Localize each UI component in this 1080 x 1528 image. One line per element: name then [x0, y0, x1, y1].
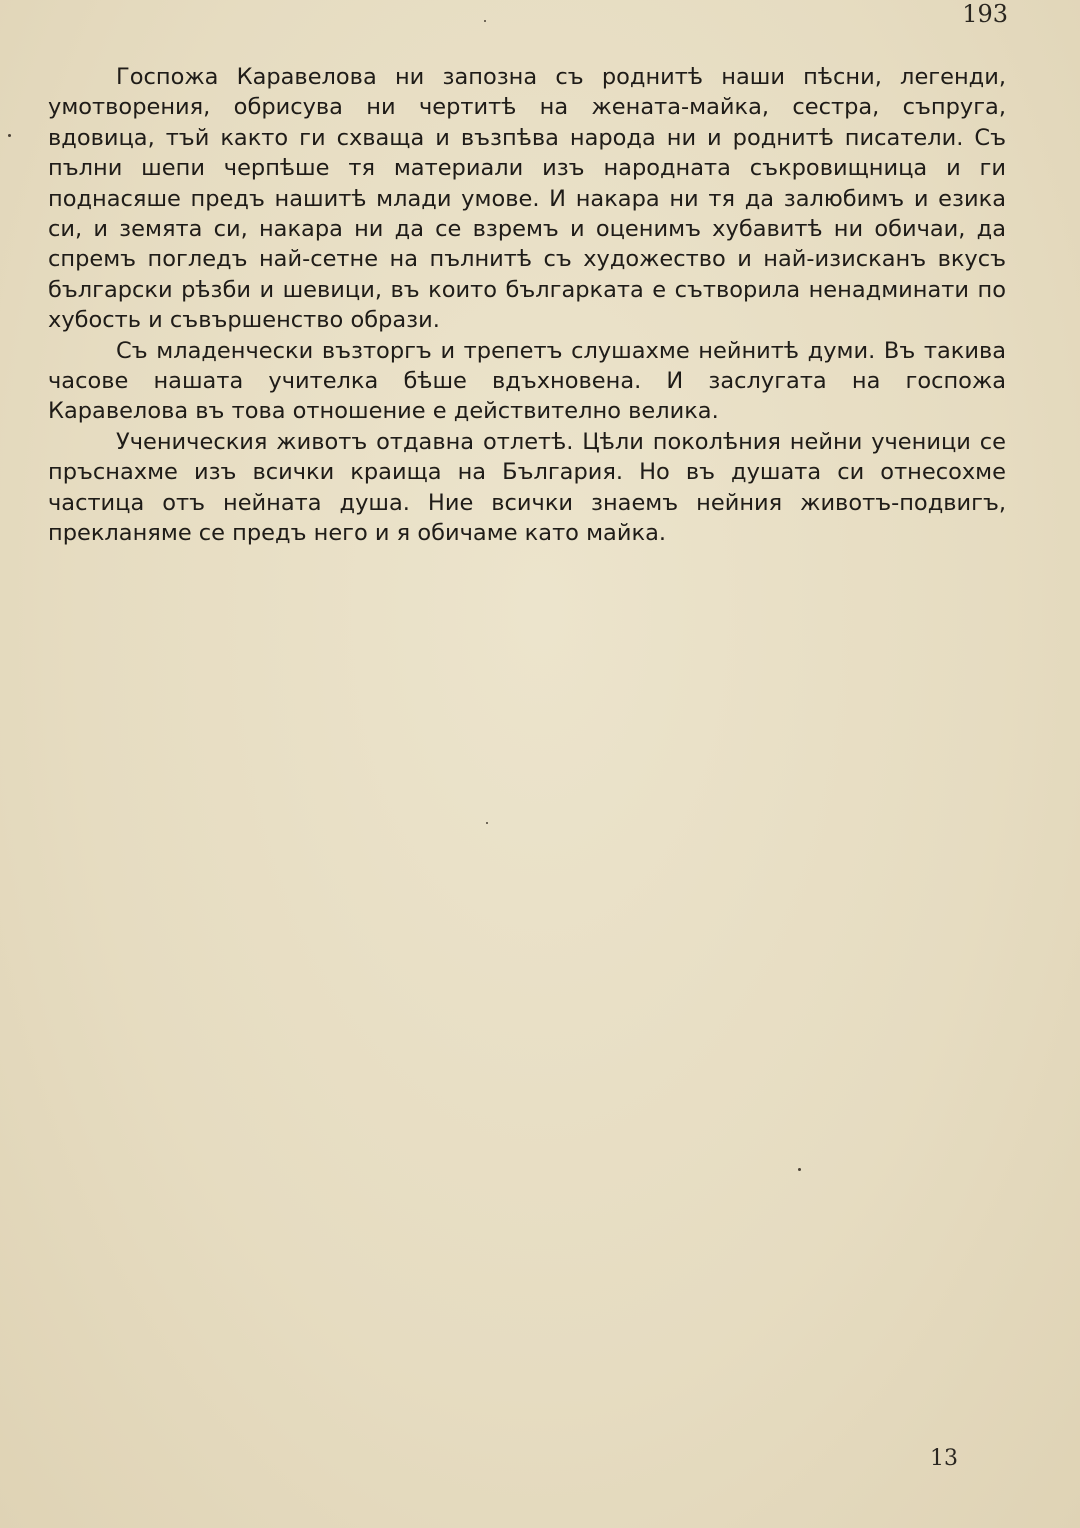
paper-speck — [486, 822, 488, 824]
page-number: 193 — [962, 0, 1008, 28]
signature-mark: 13 — [930, 1446, 958, 1471]
paper-speck — [8, 134, 11, 137]
paragraph-2: Съ младенчески възторгъ и трепетъ слушахме нейнитѣ думи. Въ такива часове нашата учителка бѣше вдъхновена. И заслугата на госпожа Каравелова въ това отношение е действително велика. — [48, 337, 1006, 425]
paragraph-1: Госпожа Каравелова ни запозна съ роднитѣ наши пѣсни, легенди, умотворения, обрисува ни чертитѣ на жената-майка, сестра, съпруга, вдовица, тъй както ги схваща и възпѣва народа ни и роднитѣ писатели. Съ пълни шепи черпѣше тя материали изъ народната съкровищница и ги поднасяше предъ нашитѣ млади умове. И накара ни тя да залюбимъ и езика си, и земята си, накара ни да се взремъ и оценимъ хубавитѣ ни обичаи, да спремъ погледъ най-сетне на пълнитѣ съ художество и най-изисканъ вкусъ български рѣзби и шевици, въ които българката е сътворила ненадминати по хубость и съвършенство образи. — [48, 64, 1006, 334]
paper-speck — [484, 20, 486, 22]
body-text — [48, 62, 1006, 549]
paragraph-3: Ученическия животъ отдавна отлетѣ. Цѣли поколѣния нейни ученици се пръснахме изъ всички краища на България. Но въ душата си отнесохме частица отъ нейната душа. Ние всички знаемъ нейния животъ-подвигъ, прекланяме се предъ него и я обичаме като майка. — [48, 428, 1006, 547]
paper-speck — [798, 1168, 801, 1171]
